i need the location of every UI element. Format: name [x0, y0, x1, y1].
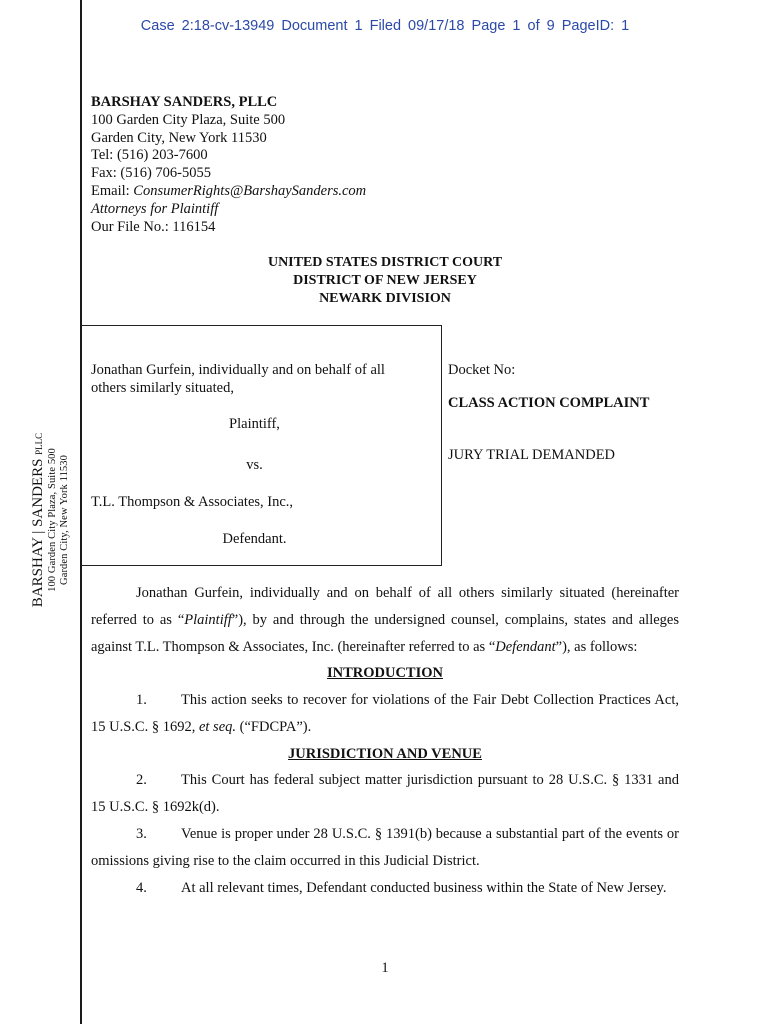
defendant-name: T.L. Thompson & Associates, Inc.,: [91, 494, 294, 510]
firm-fax: Fax: (516) 706-5055: [91, 165, 212, 182]
firm-name: BARSHAY SANDERS, PLLC: [91, 94, 278, 110]
defendant-label: Defendant.: [222, 531, 287, 547]
court-district: DISTRICT OF NEW JERSEY: [293, 273, 477, 288]
versus-label: vs.: [246, 457, 263, 473]
plaintiff-label: Plaintiff,: [229, 416, 280, 432]
paragraph-4: 4. At all relevant times, Defendant conducted business within the State of New Jersey.: [136, 880, 667, 896]
court-division: NEWARK DIVISION: [319, 291, 451, 306]
docket-number: Docket No:: [448, 362, 516, 378]
complaint-title: CLASS ACTION COMPLAINT: [448, 395, 650, 411]
caption-border-top: [82, 325, 442, 326]
side-address-line1: 100 Garden City Plaza, Suite 500: [47, 448, 58, 592]
firm-address-line1: 100 Garden City Plaza, Suite 500: [91, 111, 286, 128]
filing-stamp: Case 2:18-cv-13949 Document 1 Filed 09/17/18 Page 1 of 9 PageID: 1: [140, 18, 630, 34]
firm-address-line2: Garden City, New York 11530: [91, 129, 267, 146]
paragraph-2: 2. This Court has federal subject matter jurisdiction pursuant to 28 U.S.C. § 1331 and 15 U.S.C. § 1692k(d).: [91, 772, 679, 815]
side-firm-name: BARSHAY | SANDERS PLLC: [30, 432, 46, 608]
caption-border-bottom: [82, 565, 442, 566]
firm-email-line: [91, 183, 366, 201]
paragraph-3: 3. Venue is proper under 28 U.S.C. § 1391(b) because a substantial part of the events or omissions giving rise to the claim occurred in this Judicial District.: [91, 826, 679, 869]
court-name: UNITED STATES DISTRICT COURT: [267, 255, 503, 270]
email-address[interactable]: ConsumerRights@BarshaySanders.com: [133, 182, 367, 199]
firm-tel: Tel: (516) 203-7600: [91, 147, 208, 164]
intro-paragraph: Jonathan Gurfein, individually and on behalf of all others similarly situated (hereinafter referred to as “Plaintiff”), by and through the undersigned counsel, complains, states and alleges against T.L. Thompson & Associates, Inc. (hereinafter referred to as “Defendant”), as follows:: [91, 585, 679, 655]
section-jurisdiction: JURISDICTION AND VENUE: [288, 746, 482, 762]
court-heading: [82, 254, 688, 308]
left-margin-rule: [80, 0, 82, 1024]
side-address-line2: Garden City, New York 11530: [59, 455, 70, 585]
firm-block: [91, 94, 366, 236]
email-label: Email:: [91, 182, 134, 199]
file-number: Our File No.: 116154: [91, 218, 216, 235]
attorneys-for: Attorneys for Plaintiff: [91, 200, 219, 217]
section-introduction: INTRODUCTION: [326, 665, 443, 681]
page-number: 1: [381, 960, 389, 976]
jury-demand: JURY TRIAL DEMANDED: [448, 447, 616, 463]
paragraph-1: 1. This action seeks to recover for violations of the Fair Debt Collection Practices Act, 15 U.S.C. § 1692, et seq. (“FDCPA”).: [91, 692, 679, 735]
plaintiff-name: Jonathan Gurfein, individually and on behalf of all others similarly situated,: [91, 362, 385, 396]
caption-border-right: [441, 325, 442, 566]
